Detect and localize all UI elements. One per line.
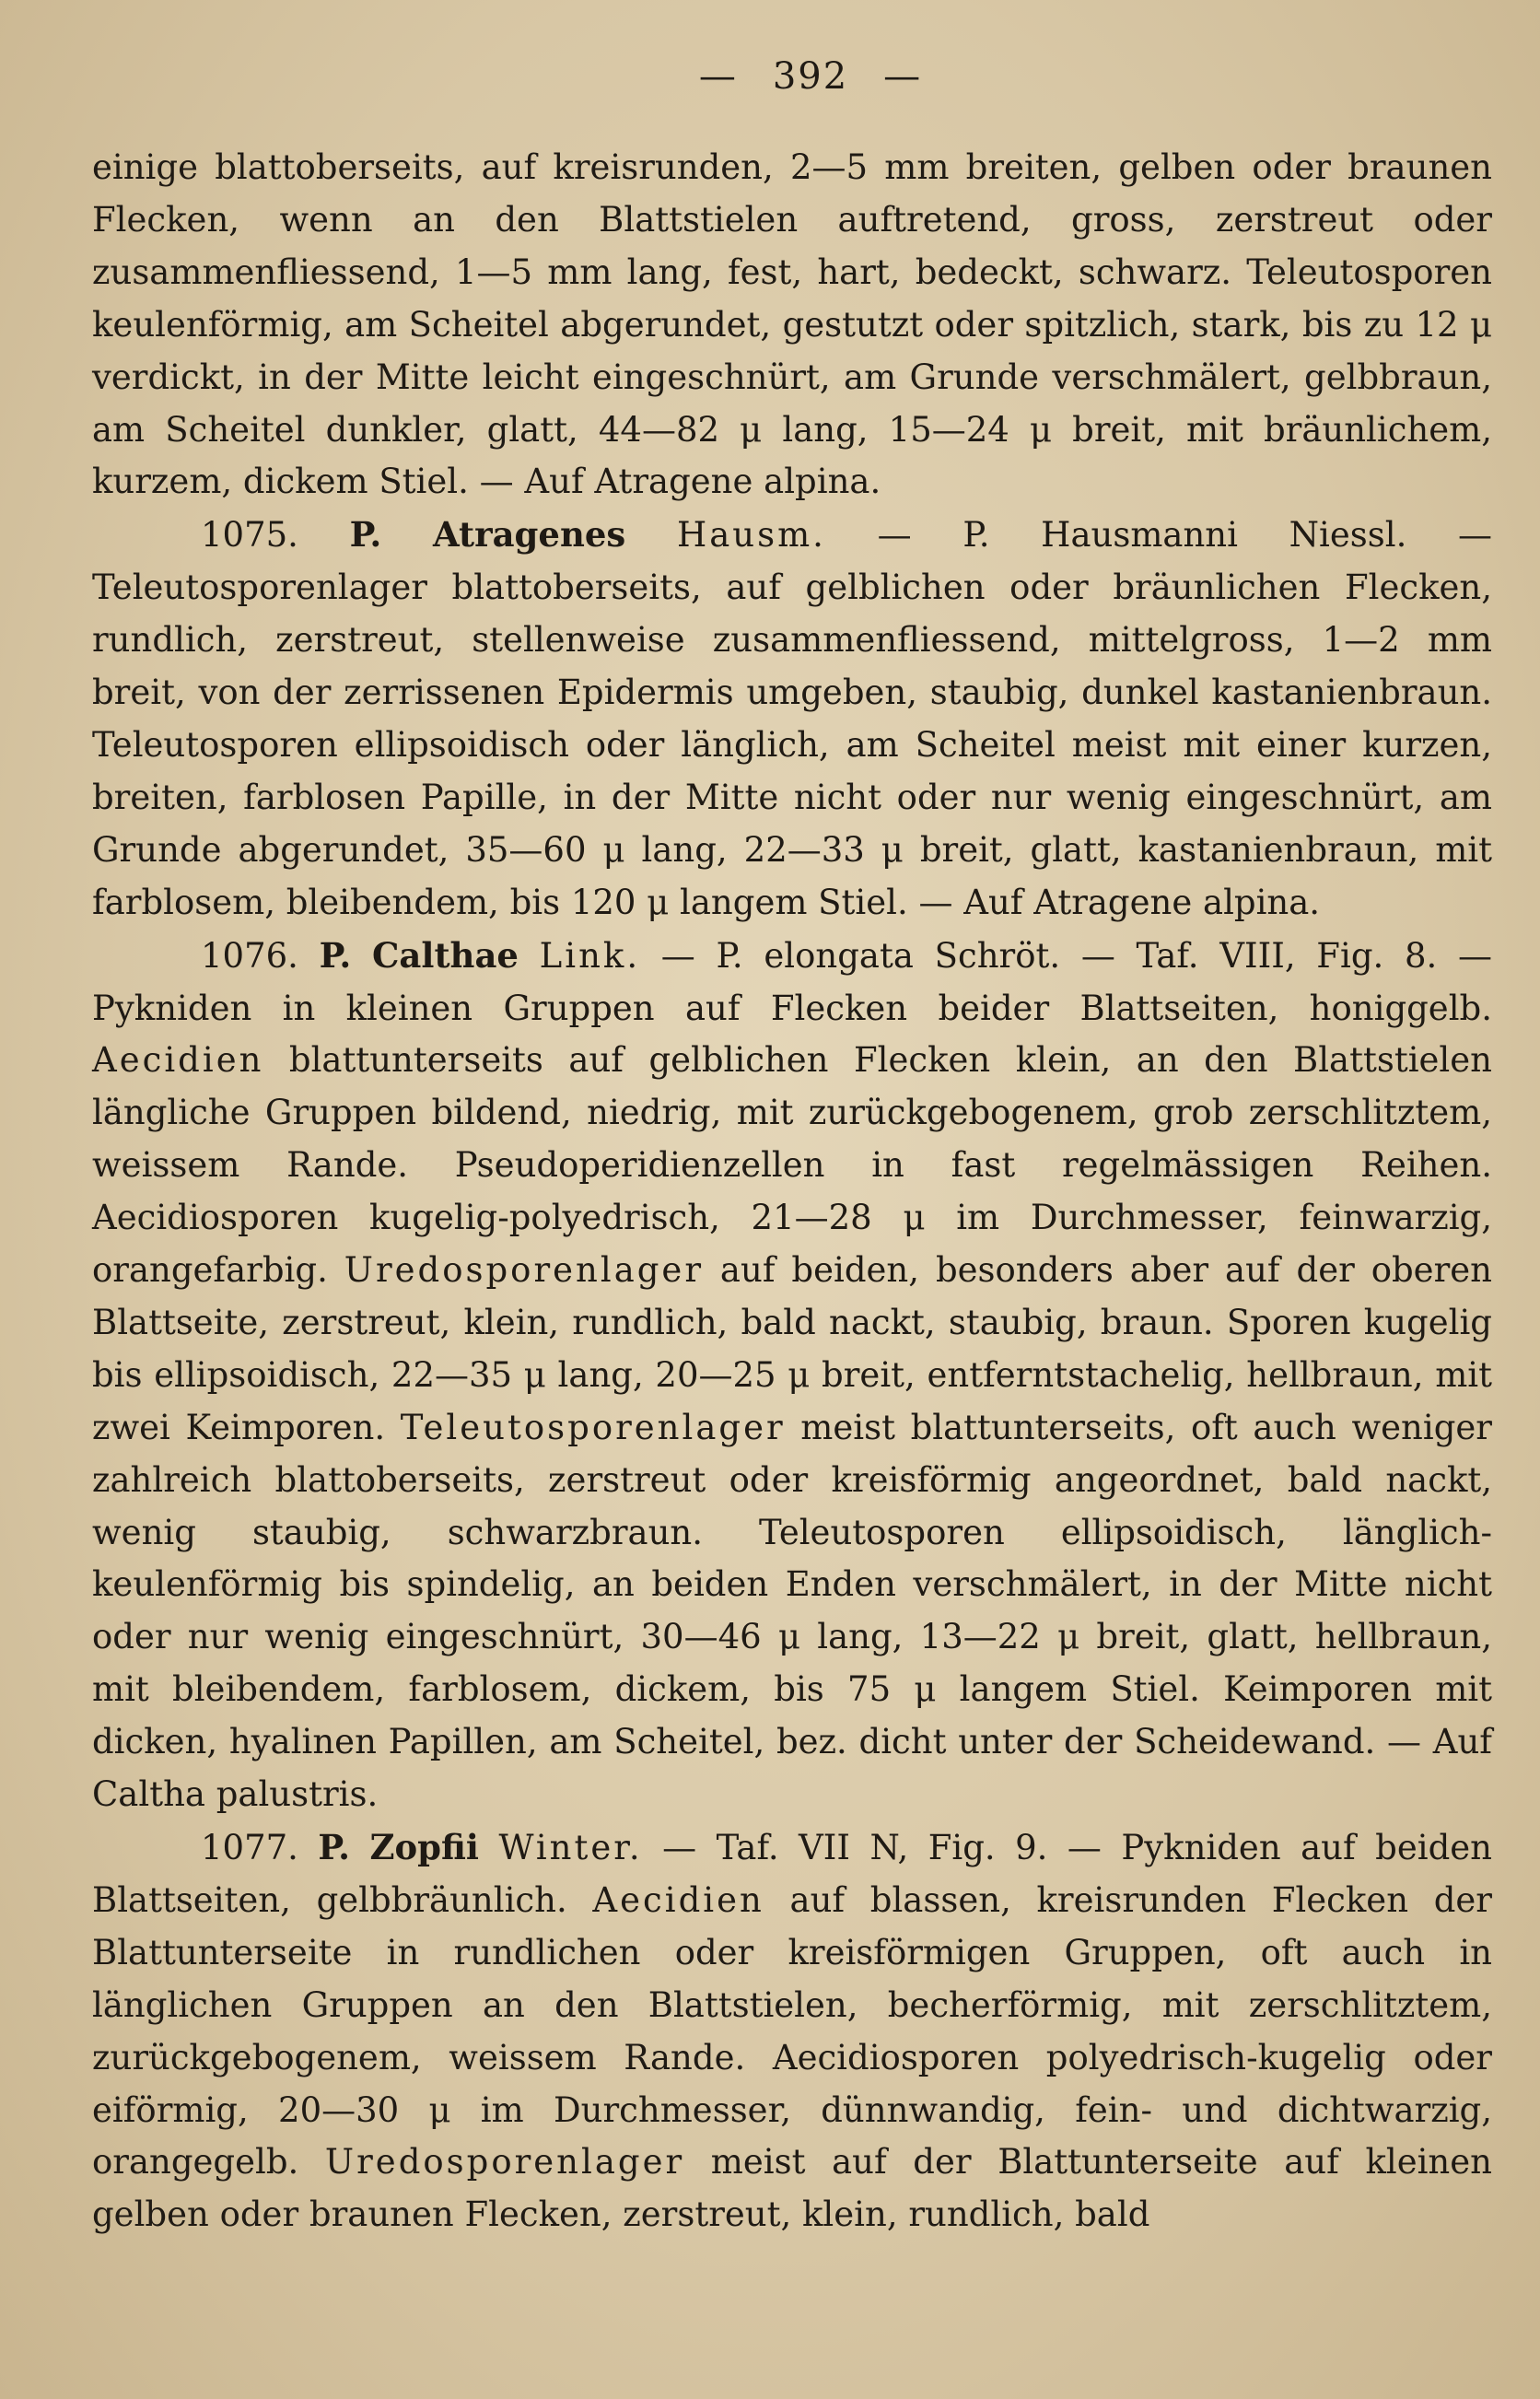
entry-description: — P. Hausmanni Niessl. — Teleutosporenlager blattoberseits, auf gelblichen oder bräunlichen Flecken, rundlich, zerstreut, stellenweise zusammenfliessend, mittelgross, 1—2 mm breit, von der zerrissenen Epidermis umgeben, staubig, dunkel kastanienbraun. Teleutosporen ellipsoidisch oder länglich, am Scheitel meist mit einer kurzen, breiten, farblosen Papille, in der Mitte nicht oder nur wenig eingeschnürt, am Grunde abgerundet, 35—60 μ lang, 22—33 μ breit, glatt, kastanienbraun, mit farblosem, bleibendem, bis 120 μ langem Stiel. — Auf Atragene alpina.	[92, 515, 1493, 922]
entry-description-part: auf blassen, kreisrunden Flecken der Blattunterseite in rundlichen oder kreisförmigen Gruppen, oft auch in länglichen Gruppen an den Blattstielen, becherförmig, mit zerschlitztem, zurückgebogenem, weissem Rande. Aecidiosporen polyedrisch-kugelig oder eiförmig, 20—30 μ im Durchmesser, dünnwandig, fein- und dichtwarzig, orangegelb.	[92, 1879, 1492, 2183]
term-aecidien: Aecidien	[592, 1879, 764, 1920]
page-header	[92, 55, 1492, 98]
header-dash-left: —	[698, 55, 738, 98]
entry-number: 1077.	[201, 1828, 298, 1867]
entry-genus: P.	[318, 1827, 350, 1867]
entry-description-part: — Taf. VII N, Fig. 9. — Pykniden auf beiden Blattseiten, gelbbräunlich.	[92, 1828, 1492, 1920]
entry-description-part: meist blattunterseits, oft auch weniger zahlreich blattoberseits, zerstreut oder kreisförmig angeordnet, bald nackt, wenig staubig, schwarzbraun. Teleutosporen ellipsoidisch, länglich-keulenförmig bis spindelig, an beiden Enden verschmälert, in der Mitte nicht oder nur wenig eingeschnürt, 30—46 μ lang, 13—22 μ breit, glatt, hellbraun, mit bleibendem, farblosem, dickem, bis 75 μ langem Stiel. Keimporen mit dicken, hyalinen Papillen, am Scheitel, bez. dicht unter der Scheidewand. — Auf Caltha palustris.	[92, 1407, 1492, 1815]
entry-species: Zopfii	[369, 1827, 479, 1867]
term-uredosporenlager: Uredosporenlager	[324, 2142, 685, 2183]
entry-genus: P.	[319, 934, 352, 976]
entry-author: Winter.	[498, 1828, 643, 1867]
entry-number: 1075.	[201, 515, 298, 556]
term-teleutosporenlager: Teleutosporenlager	[400, 1407, 786, 1447]
entry-description-part: meist auf der Blattunterseite auf kleinen gelben oder braunen Flecken, zerstreut, klein, rundlich, bald	[92, 2142, 1492, 2235]
paragraph-continuation: einige blattoberseits, auf kreisrunden, 2—5 mm breiten, gelben oder braunen Flecken, wenn an den Blattstielen auftretend, gross, zerstreut oder zusammenfliessend, 1—5 mm lang, fest, hart, bedeckt, schwarz. Teleutosporen keulenförmig, am Scheitel abgerundet, gestutzt oder spitzlich, stark, bis zu 12 μ verdickt, in der Mitte leicht eingeschnürt, am Grunde verschmälert, gelbbraun, am Scheitel dunkler, glatt, 44—82 μ lang, 15—24 μ breit, mit bräunlichem, kurzem, dickem Stiel. — Auf Atragene alpina.	[92, 147, 1492, 502]
entry-1075	[92, 509, 1492, 929]
entry-description-part: auf beiden, besonders aber auf der oberen Blattseite, zerstreut, klein, rundlich, bald nackt, staubig, braun. Sporen kugelig bis ellipsoidisch, 22—35 μ lang, 20—25 μ breit, entferntstachelig, hellbraun, mit zwei Keimporen.	[92, 1250, 1492, 1447]
entry-author: Hausm.	[676, 515, 826, 556]
term-aecidien: Aecidien	[92, 1040, 264, 1081]
entry-number: 1076.	[201, 935, 298, 976]
header-dash-right: —	[883, 55, 923, 98]
entry-1076	[92, 930, 1492, 1821]
entry-species: Calthae	[371, 934, 519, 976]
entry-author: Link.	[539, 935, 641, 976]
entry-species: Atragenes	[432, 514, 626, 556]
entry-description-part: blattunterseits auf gelblichen Flecken klein, an den Blattstielen längliche Gruppen bildend, niedrig, mit zurückgebogenem, grob zerschlitztem, weissem Rande. Pseudoperidienzellen in fast regelmässigen Reihen. Aecidiosporen kugelig-polyedrisch, 21—28 μ im Durchmesser, feinwarzig, orangefarbig.	[92, 1040, 1492, 1291]
document-page	[92, 55, 1492, 2241]
term-uredosporenlager: Uredosporenlager	[344, 1250, 705, 1291]
page-number: 392	[772, 55, 849, 98]
entry-1077	[92, 1821, 1492, 2241]
entry-description-part: — P. elongata Schröt. — Taf. VIII, Fig. 8. — Pykniden in kleinen Gruppen auf Flecken beider Blattseiten, honiggelb.	[92, 935, 1492, 1028]
entry-genus: P.	[349, 514, 382, 556]
